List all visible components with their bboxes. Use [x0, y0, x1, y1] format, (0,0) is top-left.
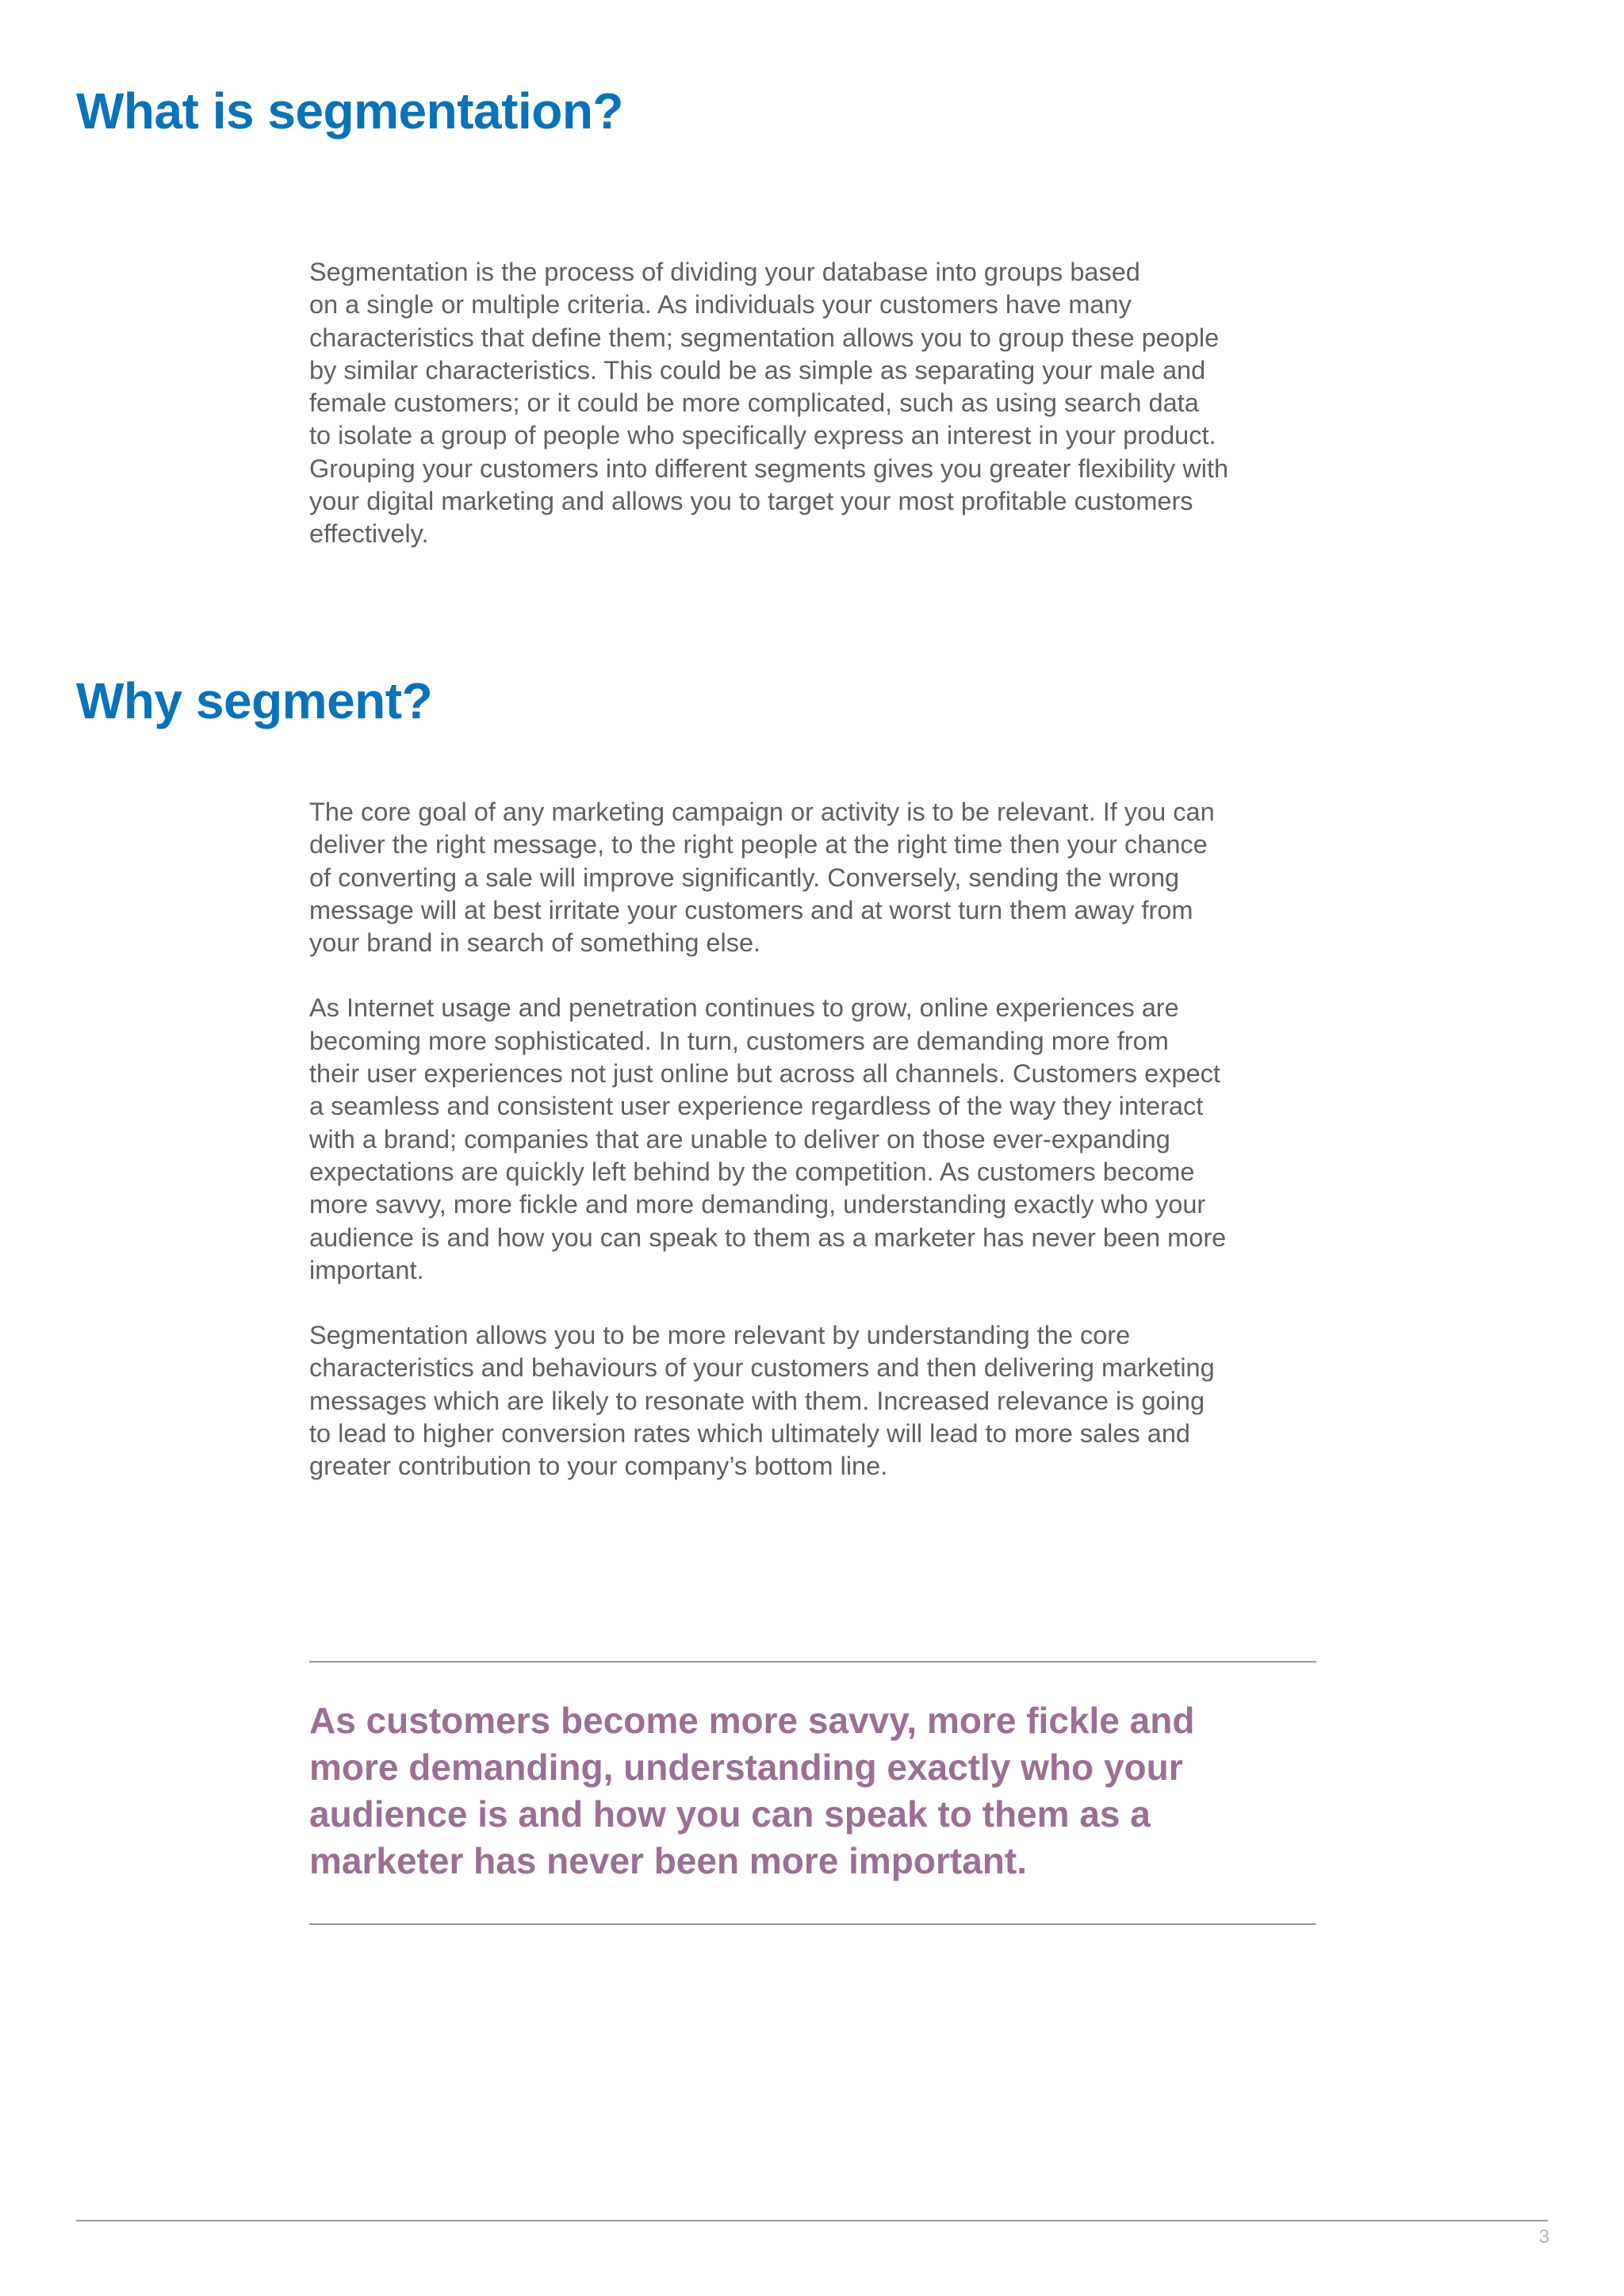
pull-quote-bottom-rule: [309, 1923, 1316, 1925]
footer-rule: [76, 2220, 1548, 2221]
page-number: 3: [1538, 2226, 1549, 2248]
section-body-why-segment: [309, 796, 1340, 1483]
pull-quote-top-rule: [309, 1661, 1316, 1663]
section-heading-why-segment: Why segment?: [76, 672, 433, 729]
body-paragraph: Segmentation is the process of dividing your database into groups based on a single or multiple criteria. As individuals your customers have many characteristics that define them; segmentation allows you to group these people by similar characteristics. This could be as simple as separating your male and female customers; or it could be more complicated, such as using search data to isolate a group of people who specifically express an interest in your product. Grouping your customers into different segments gives you greater flexibility with your digital marketing and allows you to target your most profitable customers effectively.: [309, 258, 1229, 549]
body-paragraph: The core goal of any marketing campaign or activity is to be relevant. If you can deliver the right message, to the right people at the right time then your chance of converting a sale will improve significantly. Conversely, sending the wrong message will at best irritate your customers and at worst turn them away from your brand in search of something else.: [309, 798, 1215, 958]
section-heading-what-is-segmentation: What is segmentation?: [76, 82, 623, 140]
body-paragraph: Segmentation allows you to be more relevant by understanding the core characteristics and behaviours of your customers and then delivering marketing messages which are likely to resonate with them. Increased relevance is going to lead to higher conversion rates which ultimately will lead to more sales and greater contribution to your company’s bottom line.: [309, 1321, 1215, 1481]
pull-quote: As customers become more savvy, more fickle and more demanding, understanding exactly who your audience is and how you can speak to them as a marketer has never been more important.: [309, 1700, 1195, 1881]
body-paragraph: As Internet usage and penetration continues to grow, online experiences are becoming more sophisticated. In turn, customers are demanding more from their user experiences not just online but across all channels. Customers expect a seamless and consistent user experience regardless of the way they interact with a brand; companies that are unable to deliver on those ever-expanding expectations are quickly left behind by the competition. As customers become more savvy, more fickle and more demanding, understanding exactly who your audience is and how you can speak to them as a marketer has never been more important.: [309, 993, 1227, 1284]
section-body-what-is-segmentation: [309, 256, 1340, 551]
